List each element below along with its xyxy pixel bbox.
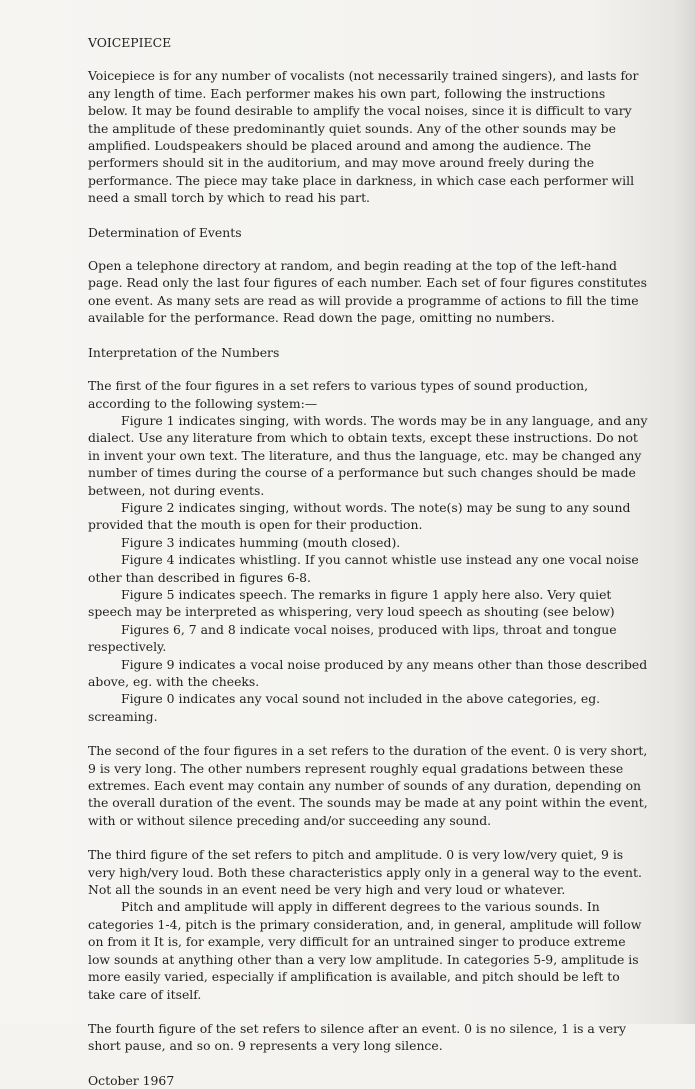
second-figure-paragraph: The second of the four figures in a set refers to the duration of the event. 0 is very short, 9 is very long. The other numbers represent roughly equal gradations between these extremes. Each event may contain any number of sounds of any duration, depending on the overall duration of the event. The sounds may be made at any point within the event, with or without silence preceding and/or succeeding any sound.: [88, 743, 648, 828]
figure-item: Figure 5 indicates speech. The remarks in figure 1 apply here also. Very quiet speech may be interpreted as whispering, very loud speech as shouting (see below): [88, 586, 615, 620]
figure-item: Figure 4 indicates whistling. If you cannot whistle use instead any one vocal noise other than described in figures 6-8.: [88, 552, 639, 585]
figure-item: Figure 1 indicates singing, with words. The words may be in any language, and any dialect. Use any literature from which to obtain texts, except these instructions. Do not in invent your own text. The literature, and thus the language, etc. may be changed any number of times during the course of a performance but such changes should be made between, not during events.: [88, 412, 648, 498]
document-body: [88, 34, 648, 1089]
figure-item: Figures 6, 7 and 8 indicate vocal noises, produced with lips, throat and tongue respectively.: [88, 621, 617, 655]
figure-item: Figure 3 indicates humming (mouth closed).: [121, 534, 401, 550]
intro-paragraph: Voicepiece is for any number of vocalists (not necessarily trained singers), and lasts for any length of time. Each performer makes his own part, following the instructions below. It may be found desirable to amplify the vocal noises, since it is difficult to vary the amplitude of these predominantly quiet sounds. Any of the other sounds may be amplified. Loudspeakers should be placed around and among the audience. The performers should sit in the auditorium, and may move around freely during the performance. The piece may take place in darkness, in which case each performer will need a small torch by which to read his part.: [88, 68, 639, 206]
events-heading: Determination of Events: [88, 224, 242, 240]
document-date: October 1967: [88, 1072, 175, 1088]
interpretation-heading: Interpretation of the Numbers: [88, 344, 280, 360]
third-figure-paragraph: The third figure of the set refers to pitch and amplitude. 0 is very low/very quiet, 9 is very high/very loud. Both these characteristics apply only in a general way to the event. Not all the sounds in an event need be very high and very loud or whatever.: [88, 847, 642, 898]
pitch-amplitude-paragraph: Pitch and amplitude will apply in different degrees to the various sounds. In categories 1-4, pitch is the primary consideration, and, in general, amplitude will follow on from it It is, for example, very difficult for an untrained singer to produce extreme low sounds at anything other than a very low amplitude. In categories 5-9, amplitude is more easily varied, especially if amplification is available, and pitch should be left to take care of itself.: [88, 899, 642, 1002]
events-paragraph: Open a telephone directory at random, and begin reading at the top of the left-hand page. Read only the last four figures of each number. Each set of four figures constitutes one event. As many sets are read as will provide a programme of actions to fill the time available for the performance. Read down the page, omitting no numbers.: [88, 258, 647, 326]
first-figure-intro: The first of the four figures in a set refers to various types of sound production, according to the following system:—: [88, 378, 589, 411]
document-title: VOICEPIECE: [88, 35, 172, 50]
figure-list: [88, 412, 648, 725]
fourth-figure-paragraph: The fourth figure of the set refers to silence after an event. 0 is no silence, 1 is a very short pause, and so on. 9 represents a very long silence.: [88, 1020, 626, 1054]
figure-item: Figure 9 indicates a vocal noise produced by any means other than those described above, eg. with the cheeks.: [88, 656, 648, 689]
figure-item: Figure 0 indicates any vocal sound not included in the above categories, eg. screaming.: [88, 691, 601, 724]
figure-item: Figure 2 indicates singing, without words. The note(s) may be sung to any sound provided that the mouth is open for their production.: [88, 499, 631, 533]
